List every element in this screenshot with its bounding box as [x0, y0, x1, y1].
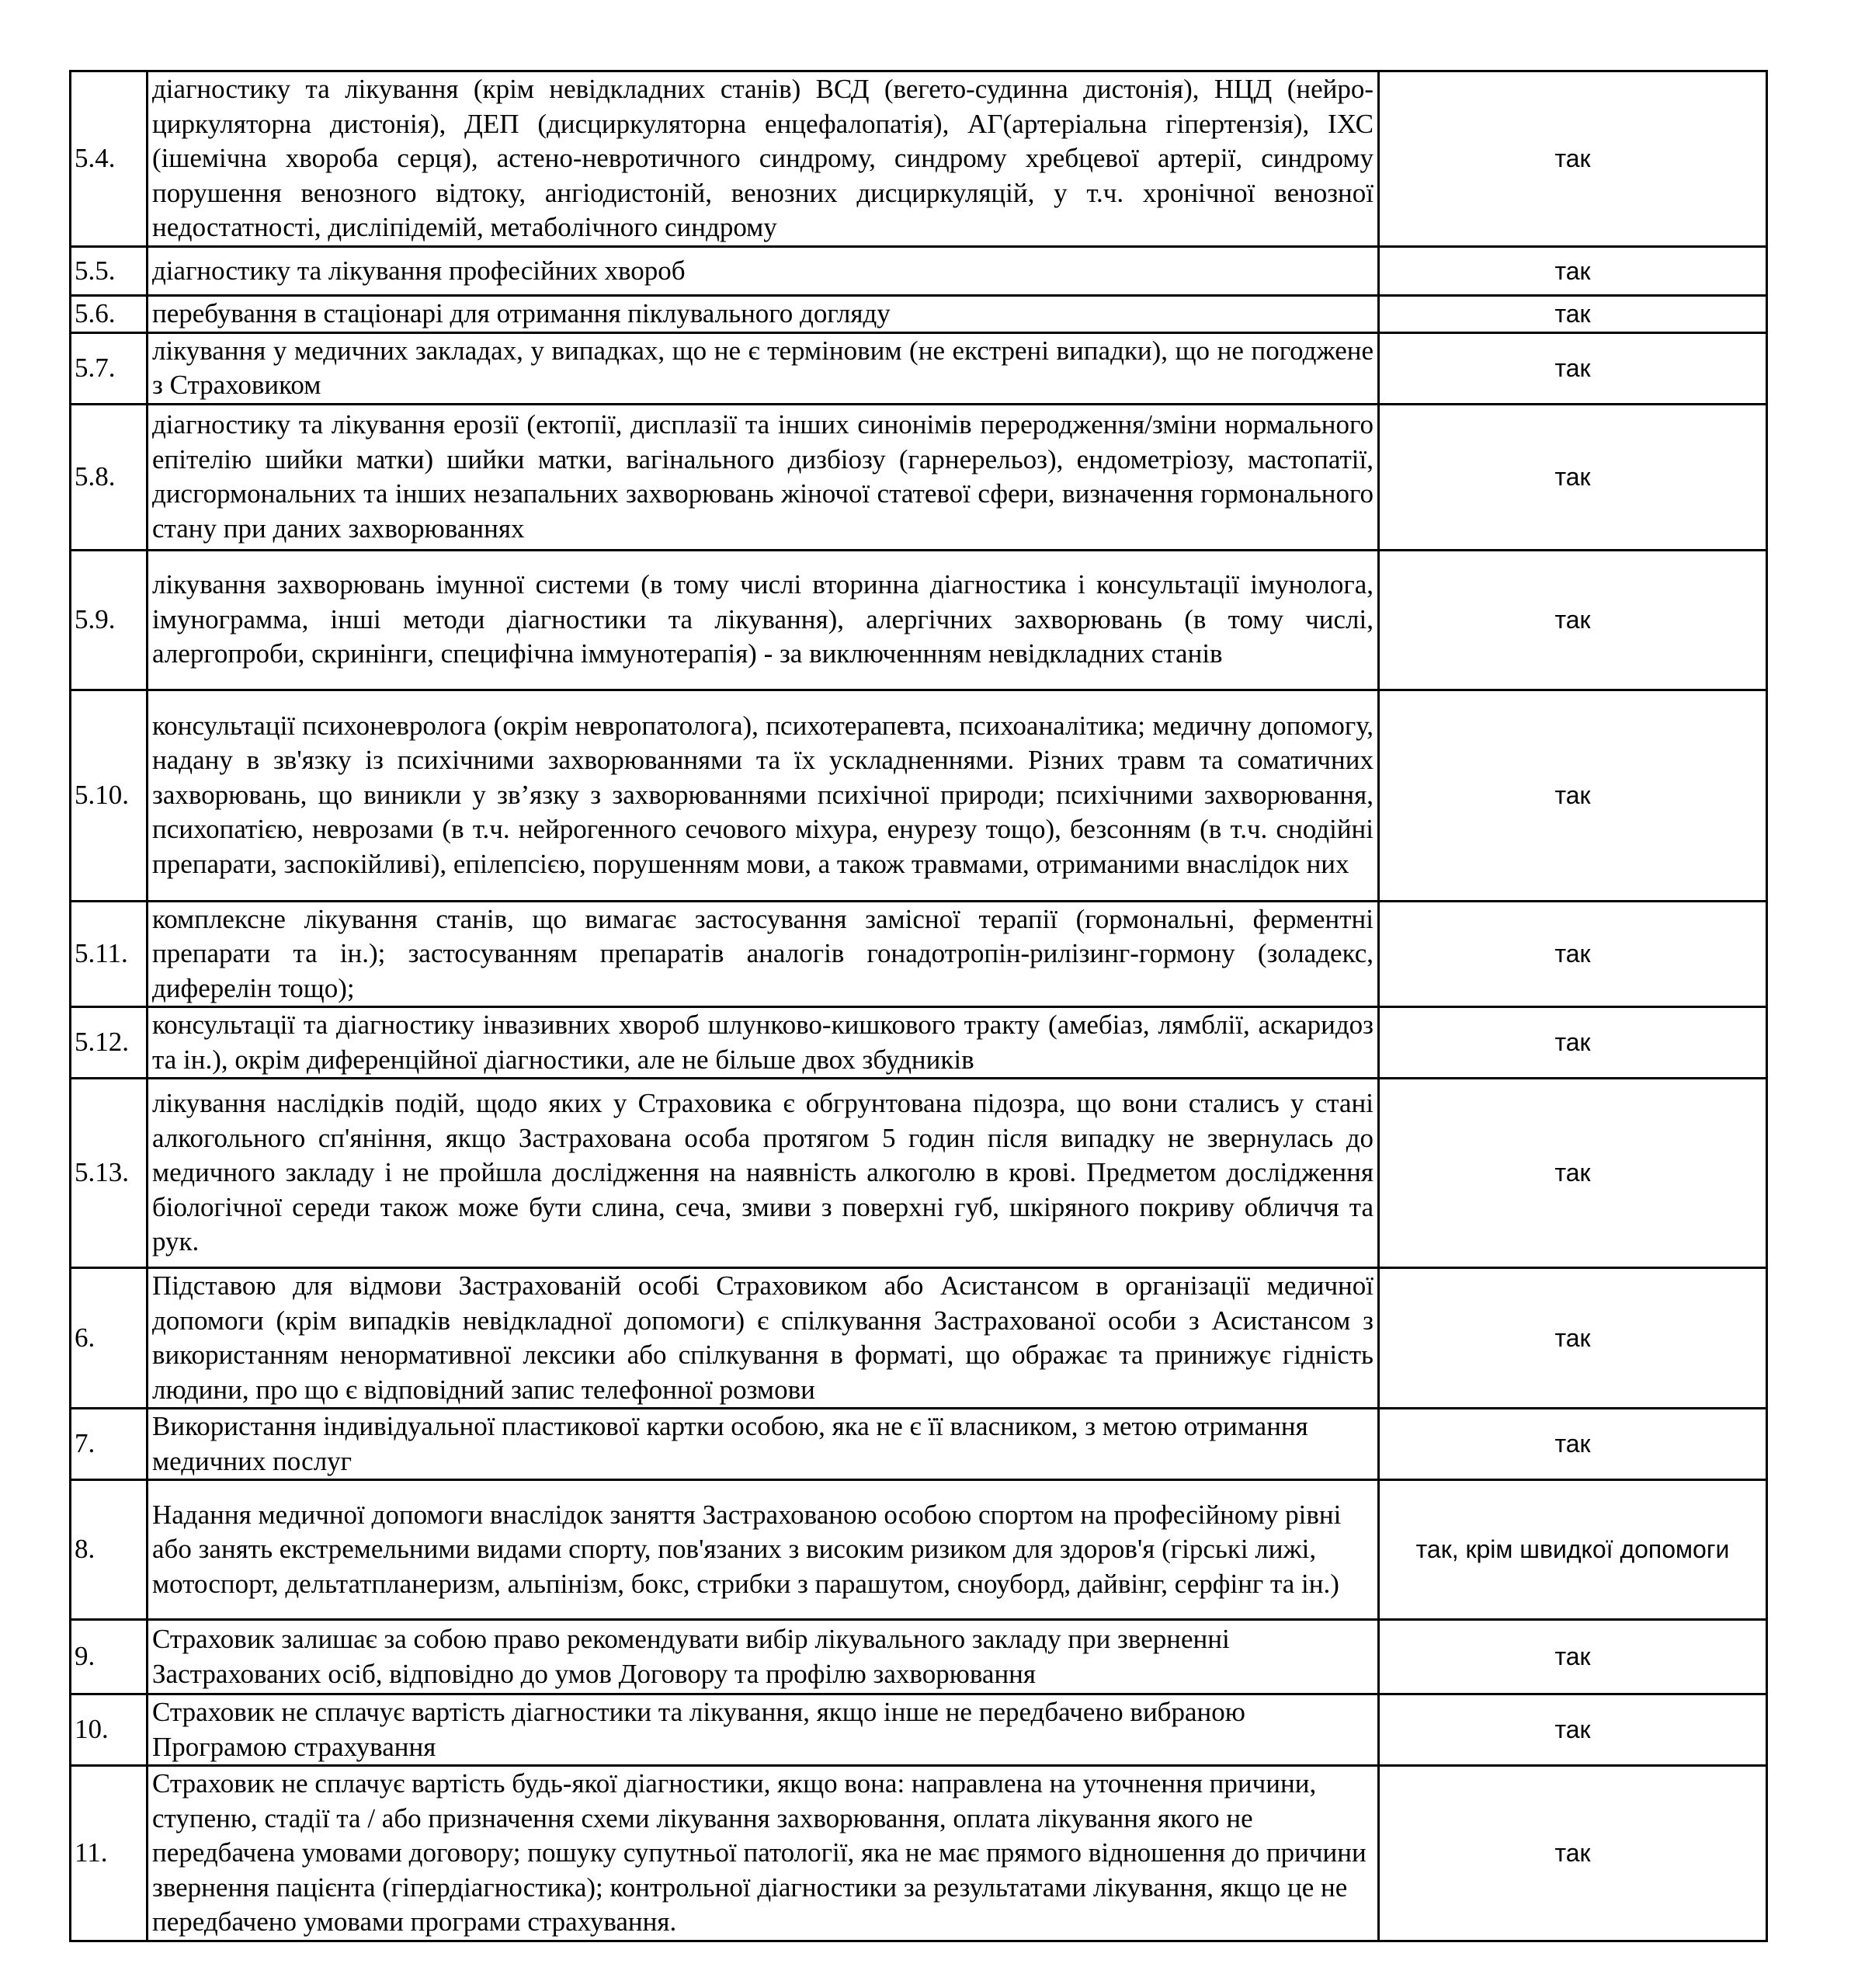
- row-description: Страховик не сплачує вартість діагностики та лікування, якщо інше не передбачено вибраною Програмою страхування: [148, 1694, 1379, 1766]
- row-answer: так: [1379, 1007, 1767, 1079]
- row-number: 5.6.: [71, 296, 148, 333]
- table-row: [71, 1079, 1767, 1268]
- row-answer: так: [1379, 1766, 1767, 1941]
- row-description: перебування в стаціонарі для отримання піклувального догляду: [148, 296, 1379, 333]
- row-number: 5.13.: [71, 1079, 148, 1268]
- row-description: діагностику та лікування (крім невідкладних станів) ВСД (вегето-судинна дистонія), НЦД (нейро-циркуляторна дистонія), ДЕП (дисциркуляторна енцефалопатія), АГ(артеріальна гіпертензія), ІХС (ішемічна хвороба серця), астено-невротичного синдрому, синдрому хребцевої артерії, синдрому порушення венозного відтоку, ангіодистоній, венозних дисциркуляцій, у т.ч. хронічної венозної недостатності, дисліпідемій, метаболічного синдрому: [148, 71, 1379, 247]
- row-answer: так: [1379, 332, 1767, 404]
- row-number: 5.5.: [71, 247, 148, 296]
- table-row: [71, 690, 1767, 901]
- row-description: діагностику та лікування ерозії (ектопії, дисплазії та інших синонімів переродження/зміни нормального епітелію шийки матки) шийки матки, вагінального дизбіозу (гарнерельоз), ендометріозу, мастопатії, дисгормональних та інших незапальних захворювань жіночої статевої сфери, визначення гормонального стану при даних захворюваннях: [148, 404, 1379, 550]
- row-answer: так: [1379, 901, 1767, 1007]
- table-row: [71, 1694, 1767, 1766]
- row-description: Надання медичної допомоги внаслідок заняття Застрахованою особою спортом на професійному рівні або занять екстремельними видами спорту, пов'язаних з високим ризиком для здоров'я (гірські лижі, мотоспорт, дельтатпланеризм, альпінізм, бокс, стрибки з парашутом, сноуборд, дайвінг, серфінг та ін.): [148, 1480, 1379, 1620]
- row-answer: так: [1379, 690, 1767, 901]
- exclusions-table: [69, 70, 1768, 1942]
- row-answer: так: [1379, 1694, 1767, 1766]
- row-answer: так: [1379, 1620, 1767, 1694]
- table-row: [71, 404, 1767, 550]
- row-description: комплексне лікування станів, що вимагає застосування замісної терапії (гормональні, ферментні препарати та ін.); застосуванням препаратів аналогів гонадотропін-рилізинг-гормону (золадекс, диферелін тощо);: [148, 901, 1379, 1007]
- row-description: лікування у медичних закладах, у випадках, що не є терміновим (не екстрені випадки), що не погоджене з Страховиком: [148, 332, 1379, 404]
- row-description: Підставою для відмови Застрахованій особі Страховиком або Асистансом в організації медичної допомоги (крім випадків невідкладної допомоги) є спілкування Застрахованої особи з Асистансом з використанням ненормативної лексики або спілкування в форматі, що ображає та принижує гідність людини, про що є відповідний запис телефонної розмови: [148, 1268, 1379, 1409]
- row-answer: так: [1379, 404, 1767, 550]
- row-number: 6.: [71, 1268, 148, 1409]
- row-answer: так: [1379, 71, 1767, 247]
- row-answer: так: [1379, 296, 1767, 333]
- row-description: Страховик не сплачує вартість будь-якої діагностики, якщо вона: направлена на уточнення причини, ступеню, стадії та / або призначення схеми лікування захворювання, оплата лікування якого не передбачена умовами договору; пошуку супутньої патології, яка не має прямого відношення до причини звернення пацієнта (гіпердіагностика); контрольної діагностики за результатами лікування, якщо це не передбачено умовами програми страхування.: [148, 1766, 1379, 1941]
- table-row: [71, 332, 1767, 404]
- row-answer: так: [1379, 1079, 1767, 1268]
- row-description: діагностику та лікування професійних хвороб: [148, 247, 1379, 296]
- row-answer: так, крім швидкої допомоги: [1379, 1480, 1767, 1620]
- row-answer: так: [1379, 1409, 1767, 1480]
- table-row: [71, 1620, 1767, 1694]
- row-answer: так: [1379, 247, 1767, 296]
- row-number: 5.9.: [71, 550, 148, 690]
- row-description: лікування захворювань імунної системи (в тому числі вторинна діагностика і консультації імунолога, імунограмма, інші методи діагностики та лікування), алергічних захворювань (в тому числі, алергопроби, скринінги, специфічна іммунотерапія) - за виключеннням невідкладних станів: [148, 550, 1379, 690]
- table-row: [71, 1766, 1767, 1941]
- row-number: 8.: [71, 1480, 148, 1620]
- row-number: 5.11.: [71, 901, 148, 1007]
- row-number: 5.12.: [71, 1007, 148, 1079]
- row-number: 5.7.: [71, 332, 148, 404]
- row-number: 5.10.: [71, 690, 148, 901]
- row-description: лікування наслідків подій, щодо яких у Страховика є обгрунтована підозра, що вони сталисъ у стані алкогольного сп'яніння, якщо Застрахована особа протягом 5 годин після випадку не звернулась до медичного закладу і не пройшла дослідження на наявність алкоголю в крові. Предметом дослідження біологічної середи також може бути слина, сеча, змиви з поверхні губ, шкіряного покриву обличчя та рук.: [148, 1079, 1379, 1268]
- table-row: [71, 1480, 1767, 1620]
- row-answer: так: [1379, 550, 1767, 690]
- row-number: 5.8.: [71, 404, 148, 550]
- row-number: 11.: [71, 1766, 148, 1941]
- table-row: [71, 1268, 1767, 1409]
- row-description: Використання індивідуальної пластикової картки особою, яка не є її власником, з метою отримання медичних послуг: [148, 1409, 1379, 1480]
- table-row: [71, 1409, 1767, 1480]
- table-row: [71, 901, 1767, 1007]
- row-number: 5.4.: [71, 71, 148, 247]
- table-row: [71, 71, 1767, 247]
- table-row: [71, 247, 1767, 296]
- row-description: консультації психоневролога (окрім невропатолога), психотерапевта, психоаналітика; медичну допомогу, надану в зв'язку із психічними захворюваннями та їх ускладненнями. Різних травм та соматичних захворювань, що виникли у зв’язку з захворюваннями психічної природи; психічними захворювання, психопатією, неврозами (в т.ч. нейрогенного сечового міхура, енурезу тощо), безсонням (в т.ч. снодійні препарати, заспокійливі), епілепсією, порушенням мови, а також травмами, отриманими внаслідок них: [148, 690, 1379, 901]
- row-description: Страховик залишає за собою право рекомендувати вибір лікувального закладу при зверненні Застрахованих осіб, відповідно до умов Договору та профілю захворювання: [148, 1620, 1379, 1694]
- table-row: [71, 550, 1767, 690]
- row-number: 10.: [71, 1694, 148, 1766]
- row-answer: так: [1379, 1268, 1767, 1409]
- table-row: [71, 1007, 1767, 1079]
- row-description: консультації та діагностику інвазивних хвороб шлунково-кишкового тракту (амебіаз, лямблії, аскаридоз та ін.), окрім диференційної діагностики, але не більше двох збудників: [148, 1007, 1379, 1079]
- row-number: 9.: [71, 1620, 148, 1694]
- table-row: [71, 296, 1767, 333]
- row-number: 7.: [71, 1409, 148, 1480]
